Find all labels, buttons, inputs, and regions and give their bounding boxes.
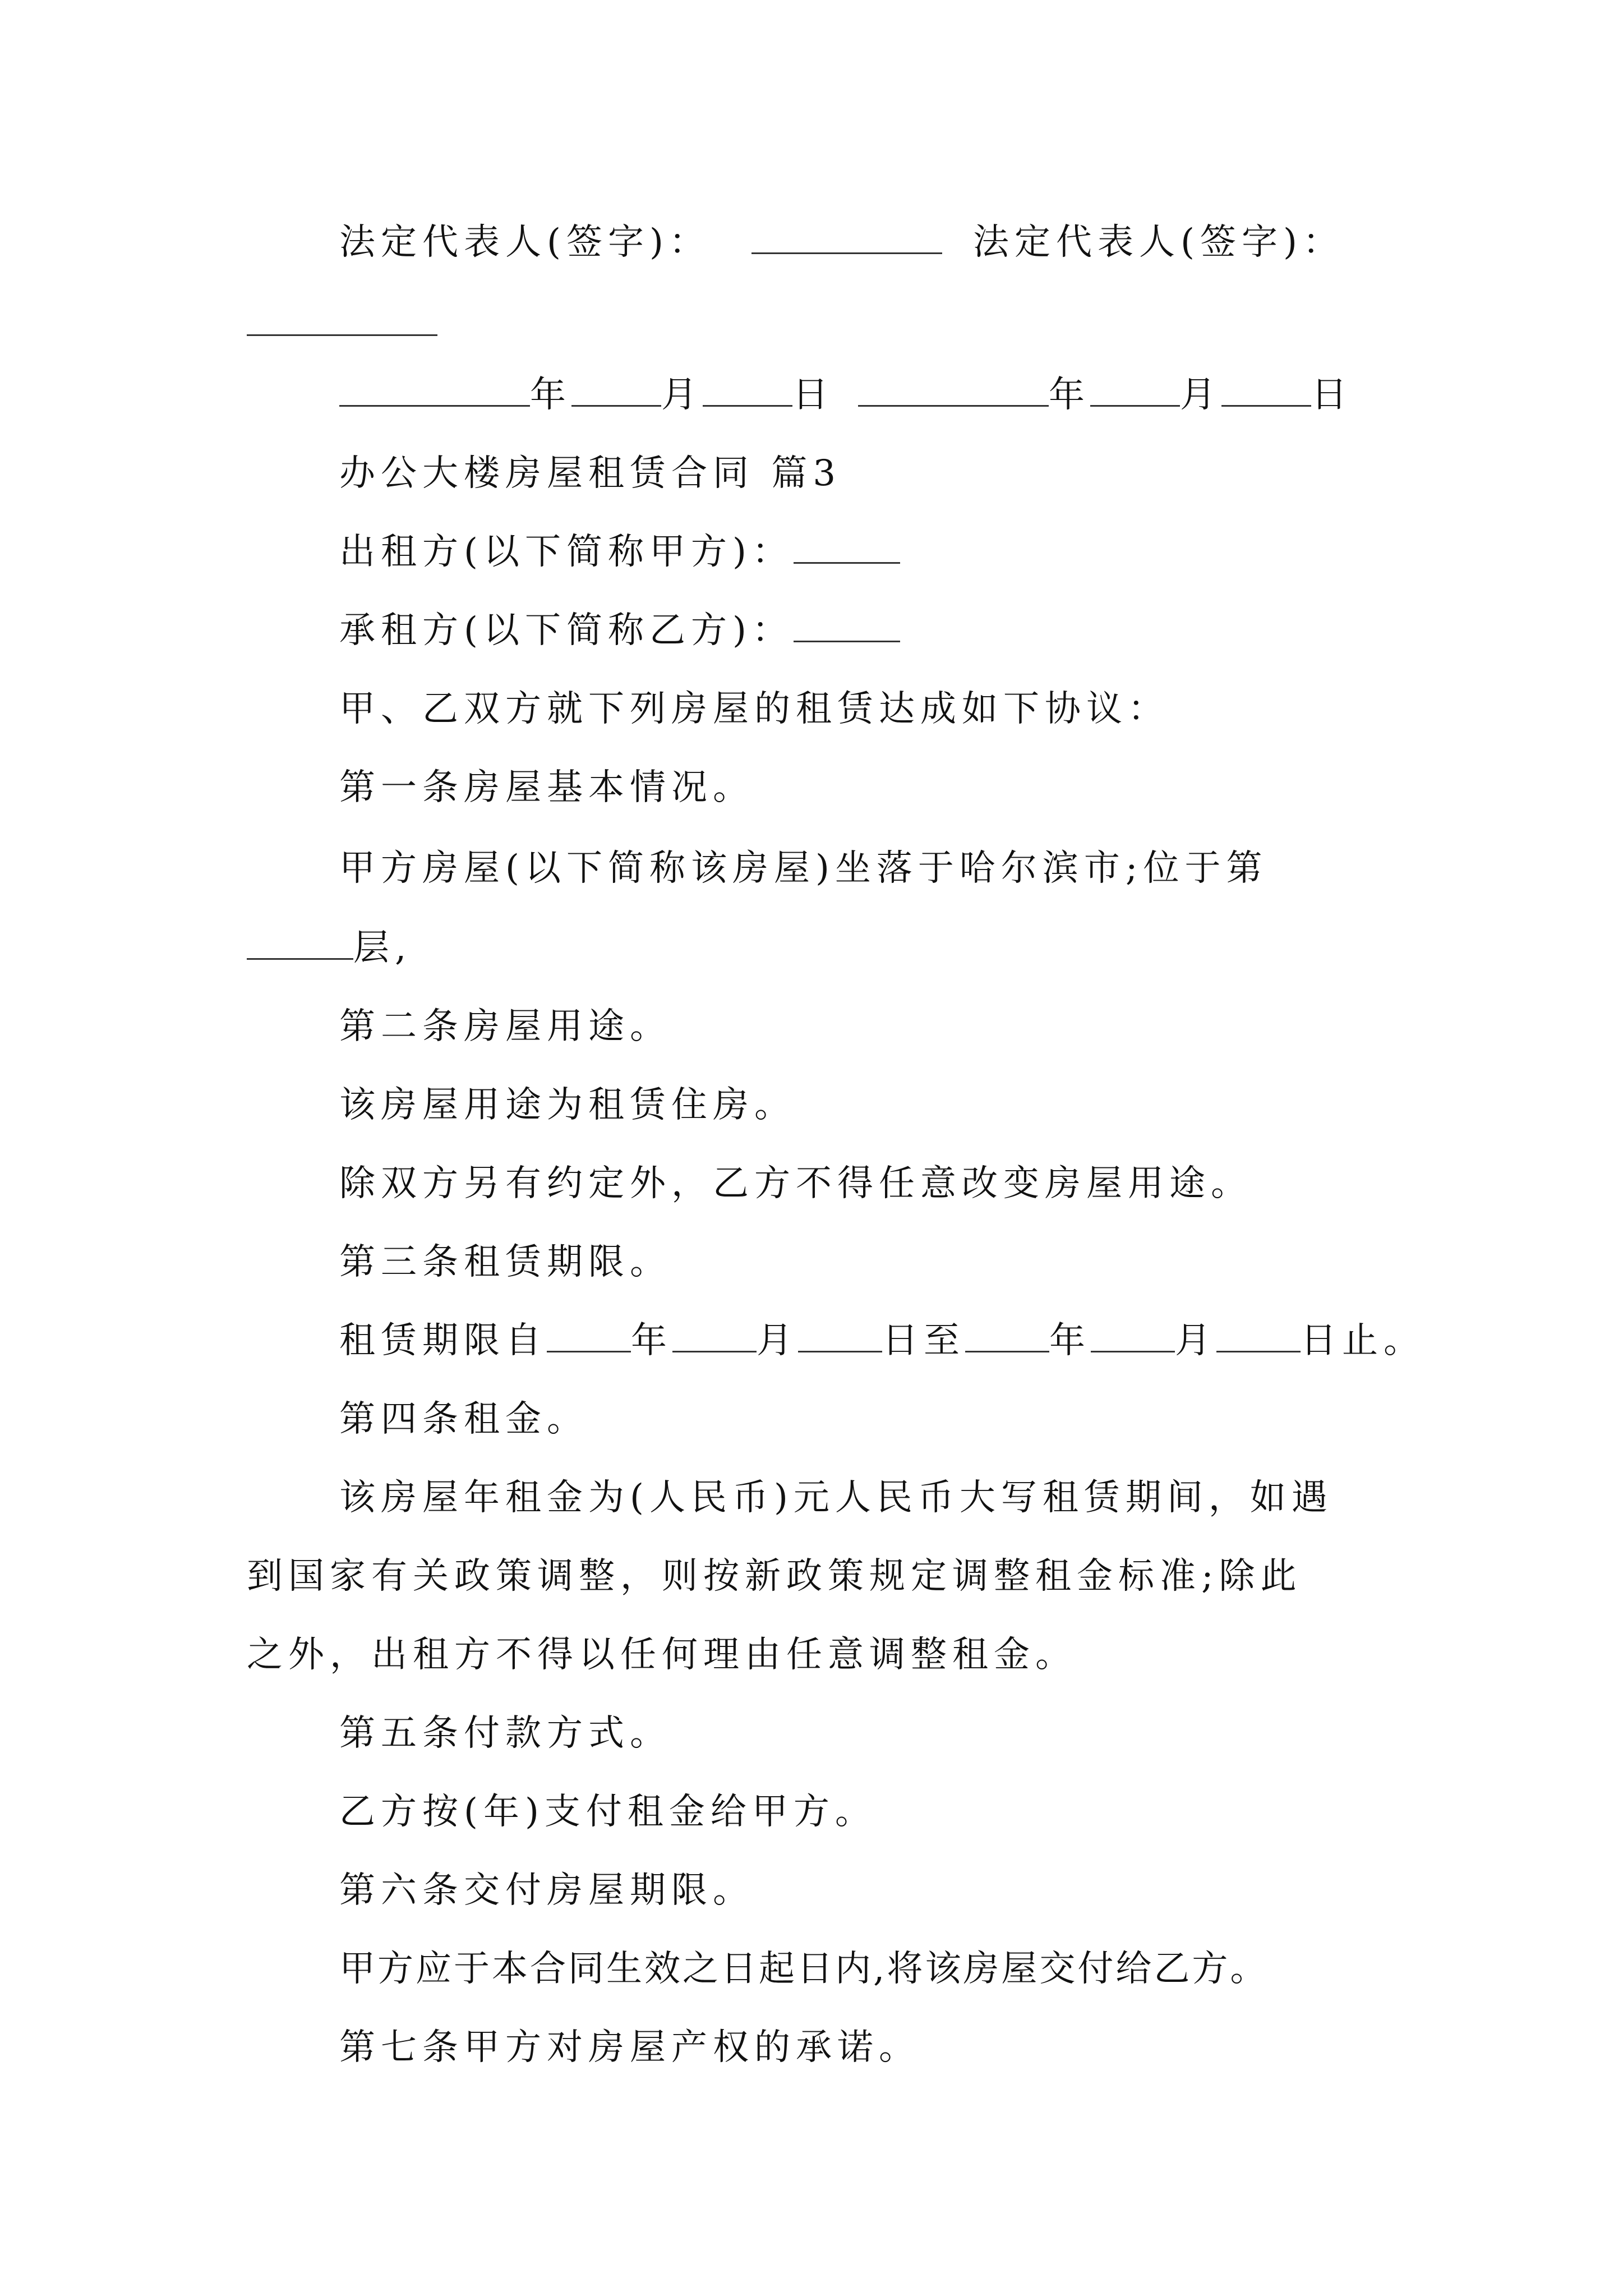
right-month-blank[interactable]	[1090, 376, 1180, 407]
article-1-body-line-1	[0, 846, 1623, 891]
right-signature-label: 法定代表人(签字)：	[973, 222, 1344, 263]
lessor-line	[0, 530, 1623, 574]
end-day-blank[interactable]	[1216, 1322, 1301, 1352]
article-6-body-text: 甲方应于本合同生效之日起日内,将该房屋交付给乙方。	[339, 1948, 1269, 1990]
article-3-body	[0, 1318, 1623, 1363]
article-2-title	[0, 1004, 1623, 1049]
article-1-body-line-2	[0, 926, 1623, 970]
lessee-line	[0, 608, 1623, 653]
left-signature-label: 法定代表人(签字)：	[339, 222, 711, 263]
right-day-blank[interactable]	[1221, 376, 1311, 407]
lessee-label: 承租方(以下简称乙方)：	[339, 610, 794, 651]
right-day-label: 日	[1311, 374, 1353, 416]
lessor-label: 出租方(以下简称甲方)：	[339, 531, 794, 573]
term-prefix: 租赁期限自	[339, 1320, 547, 1361]
article-4-body-line-3	[0, 1632, 1623, 1677]
article-5-title-text: 第五条付款方式。	[339, 1713, 671, 1754]
article-4-body-text-2: 到国家有关政策调整，则按新政策规定调整租金标准;除此	[247, 1556, 1302, 1597]
start-day-label: 日至	[882, 1320, 965, 1361]
article-1-body-text-2: 层,	[353, 927, 412, 969]
article-1-body-text-1: 甲方房屋(以下简称该房屋)坐落于哈尔滨市;位于第	[339, 848, 1268, 889]
end-year-blank[interactable]	[965, 1322, 1049, 1352]
article-3-title	[0, 1240, 1623, 1285]
end-day-label: 日止。	[1301, 1320, 1425, 1361]
lessee-blank[interactable]	[794, 611, 900, 642]
start-day-blank[interactable]	[798, 1322, 882, 1352]
lessor-blank[interactable]	[794, 533, 900, 564]
article-5-title	[0, 1711, 1623, 1756]
right-year-blank[interactable]	[858, 376, 1049, 407]
article-4-body-line-2	[0, 1554, 1623, 1599]
signature-line	[0, 220, 1623, 265]
article-4-body-text-1: 该房屋年租金为(人民币)元人民币大写租赁期间，如遇	[339, 1477, 1333, 1519]
article-3-title-text: 第三条租赁期限。	[339, 1241, 671, 1283]
article-1-title	[0, 765, 1623, 810]
article-6-title-text: 第六条交付房屋期限。	[339, 1870, 754, 1911]
end-year-label: 年	[1049, 1320, 1091, 1361]
article-6-body	[0, 1947, 1623, 1991]
signature-date-line	[0, 372, 1623, 417]
right-year-label: 年	[1049, 374, 1090, 416]
left-day-label: 日	[792, 374, 834, 416]
left-day-blank[interactable]	[703, 376, 792, 407]
article-4-title	[0, 1397, 1623, 1442]
floor-blank[interactable]	[247, 929, 353, 960]
end-month-blank[interactable]	[1091, 1322, 1175, 1352]
article-1-title-text: 第一条房屋基本情况。	[339, 767, 754, 808]
right-signature-blank[interactable]	[247, 302, 437, 347]
article-2-title-text: 第二条房屋用途。	[339, 1006, 671, 1047]
right-date	[858, 372, 1353, 417]
article-2-body-text-1: 该房屋用途为租赁住房。	[339, 1084, 796, 1126]
article-2-body-1	[0, 1083, 1623, 1128]
article-7-title	[0, 2025, 1623, 2070]
left-date	[339, 372, 834, 417]
left-signature-blank[interactable]	[751, 220, 942, 265]
article-7-title-text: 第七条甲方对房屋产权的承诺。	[339, 2027, 920, 2068]
start-year-blank[interactable]	[547, 1322, 631, 1352]
heading-text: 办公大楼房屋租赁合同 篇3	[339, 453, 842, 494]
right-month-label: 月	[1180, 374, 1221, 416]
article-5-body-text: 乙方按(年)支付租金给甲方。	[339, 1791, 877, 1833]
left-month-blank[interactable]	[571, 376, 661, 407]
left-month-label: 月	[661, 374, 703, 416]
article-2-body-2	[0, 1161, 1623, 1206]
article-4-title-text: 第四条租金。	[339, 1398, 588, 1440]
article-6-title	[0, 1868, 1623, 1913]
article-4-body-text-3: 之外，出租方不得以任何理由任意调整租金。	[247, 1634, 1077, 1676]
left-year-blank[interactable]	[339, 376, 530, 407]
start-month-blank[interactable]	[672, 1322, 757, 1352]
article-2-body-text-2: 除双方另有约定外，乙方不得任意改变房屋用途。	[339, 1163, 1252, 1204]
intro-text: 甲、乙双方就下列房屋的租赁达成如下协议：	[339, 688, 1169, 730]
start-month-label: 月	[757, 1320, 798, 1361]
intro-paragraph	[0, 687, 1623, 731]
right-signature-blank-line	[0, 302, 1623, 347]
article-5-body	[0, 1789, 1623, 1834]
end-month-label: 月	[1175, 1320, 1216, 1361]
left-year-label: 年	[530, 374, 571, 416]
article-4-body-line-1	[0, 1475, 1623, 1520]
contract-heading	[0, 451, 1623, 496]
start-year-label: 年	[631, 1320, 672, 1361]
